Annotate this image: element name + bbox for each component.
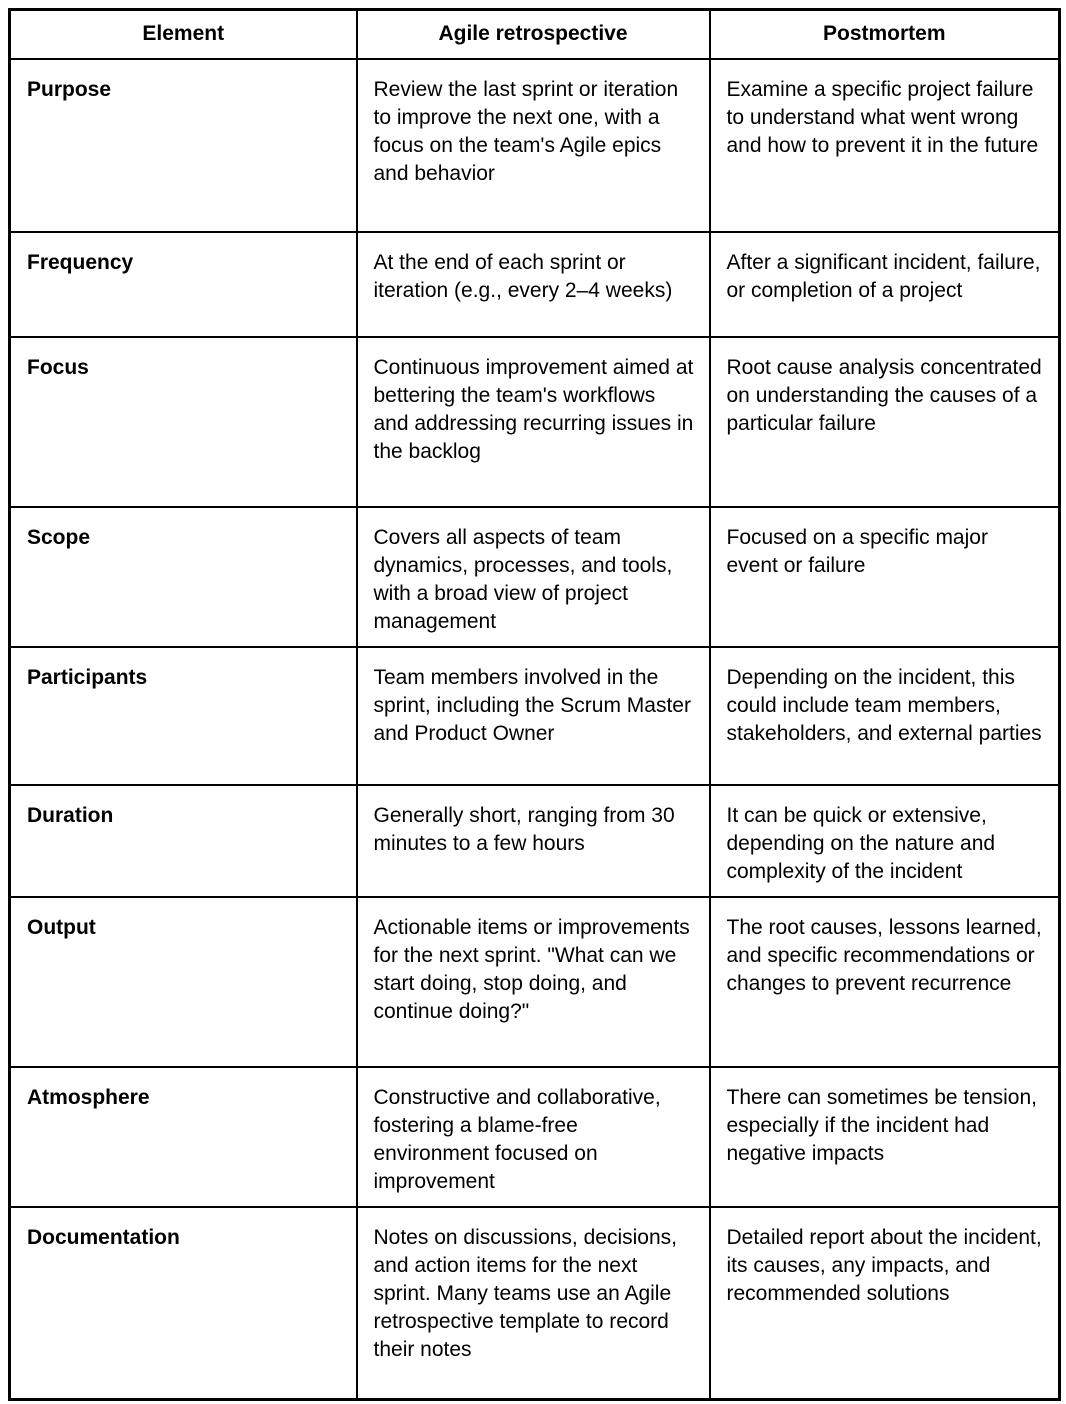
output-agile-cell: Actionable items or improvements for the next sprint. "What can we start doing, stop doing, and continue doing?" bbox=[357, 897, 710, 1067]
documentation-agile-cell: Notes on discussions, decisions, and action items for the next sprint. Many teams use an Agile retrospective template to record their notes bbox=[357, 1207, 710, 1400]
duration-agile-cell: Generally short, ranging from 30 minutes to a few hours bbox=[357, 785, 710, 897]
row-label-atmosphere: Atmosphere bbox=[10, 1067, 357, 1207]
documentation-postmortem-cell: Detailed report about the incident, its causes, any impacts, and recommended solutions bbox=[710, 1207, 1060, 1400]
participants-agile-cell: Team members involved in the sprint, including the Scrum Master and Product Owner bbox=[357, 647, 710, 785]
header-row bbox=[10, 10, 1060, 59]
table-row-duration bbox=[10, 785, 1060, 897]
table-row-focus bbox=[10, 337, 1060, 507]
purpose-postmortem-cell: Examine a specific project failure to understand what went wrong and how to prevent it in the future bbox=[710, 59, 1060, 232]
row-label-purpose: Purpose bbox=[10, 59, 357, 232]
table-row-scope bbox=[10, 507, 1060, 647]
table-row-atmosphere bbox=[10, 1067, 1060, 1207]
output-postmortem-cell: The root causes, lessons learned, and specific recommendations or changes to prevent recurrence bbox=[710, 897, 1060, 1067]
row-label-participants: Participants bbox=[10, 647, 357, 785]
focus-agile-cell: Continuous improvement aimed at bettering the team's workflows and addressing recurring issues in the backlog bbox=[357, 337, 710, 507]
table-row-participants bbox=[10, 647, 1060, 785]
atmosphere-postmortem-cell: There can sometimes be tension, especially if the incident had negative impacts bbox=[710, 1067, 1060, 1207]
row-label-focus: Focus bbox=[10, 337, 357, 507]
retrospective-vs-postmortem-table bbox=[8, 8, 1061, 1401]
row-label-frequency: Frequency bbox=[10, 232, 357, 337]
table-row-purpose bbox=[10, 59, 1060, 232]
purpose-agile-cell: Review the last sprint or iteration to improve the next one, with a focus on the team's Agile epics and behavior bbox=[357, 59, 710, 232]
table-row-documentation bbox=[10, 1207, 1060, 1400]
row-label-duration: Duration bbox=[10, 785, 357, 897]
table-row-output bbox=[10, 897, 1060, 1067]
table-row-frequency bbox=[10, 232, 1060, 337]
row-label-documentation: Documentation bbox=[10, 1207, 357, 1400]
scope-postmortem-cell: Focused on a specific major event or failure bbox=[710, 507, 1060, 647]
focus-postmortem-cell: Root cause analysis concentrated on understanding the causes of a particular failure bbox=[710, 337, 1060, 507]
header-element: Element bbox=[10, 10, 357, 59]
row-label-output: Output bbox=[10, 897, 357, 1067]
header-postmortem: Postmortem bbox=[710, 10, 1060, 59]
duration-postmortem-cell: It can be quick or extensive, depending on the nature and complexity of the incident bbox=[710, 785, 1060, 897]
row-label-scope: Scope bbox=[10, 507, 357, 647]
atmosphere-agile-cell: Constructive and collaborative, fostering a blame-free environment focused on improvement bbox=[357, 1067, 710, 1207]
participants-postmortem-cell: Depending on the incident, this could include team members, stakeholders, and external parties bbox=[710, 647, 1060, 785]
scope-agile-cell: Covers all aspects of team dynamics, processes, and tools, with a broad view of project management bbox=[357, 507, 710, 647]
frequency-agile-cell: At the end of each sprint or iteration (e.g., every 2–4 weeks) bbox=[357, 232, 710, 337]
header-agile-retrospective: Agile retrospective bbox=[357, 10, 710, 59]
frequency-postmortem-cell: After a significant incident, failure, or completion of a project bbox=[710, 232, 1060, 337]
